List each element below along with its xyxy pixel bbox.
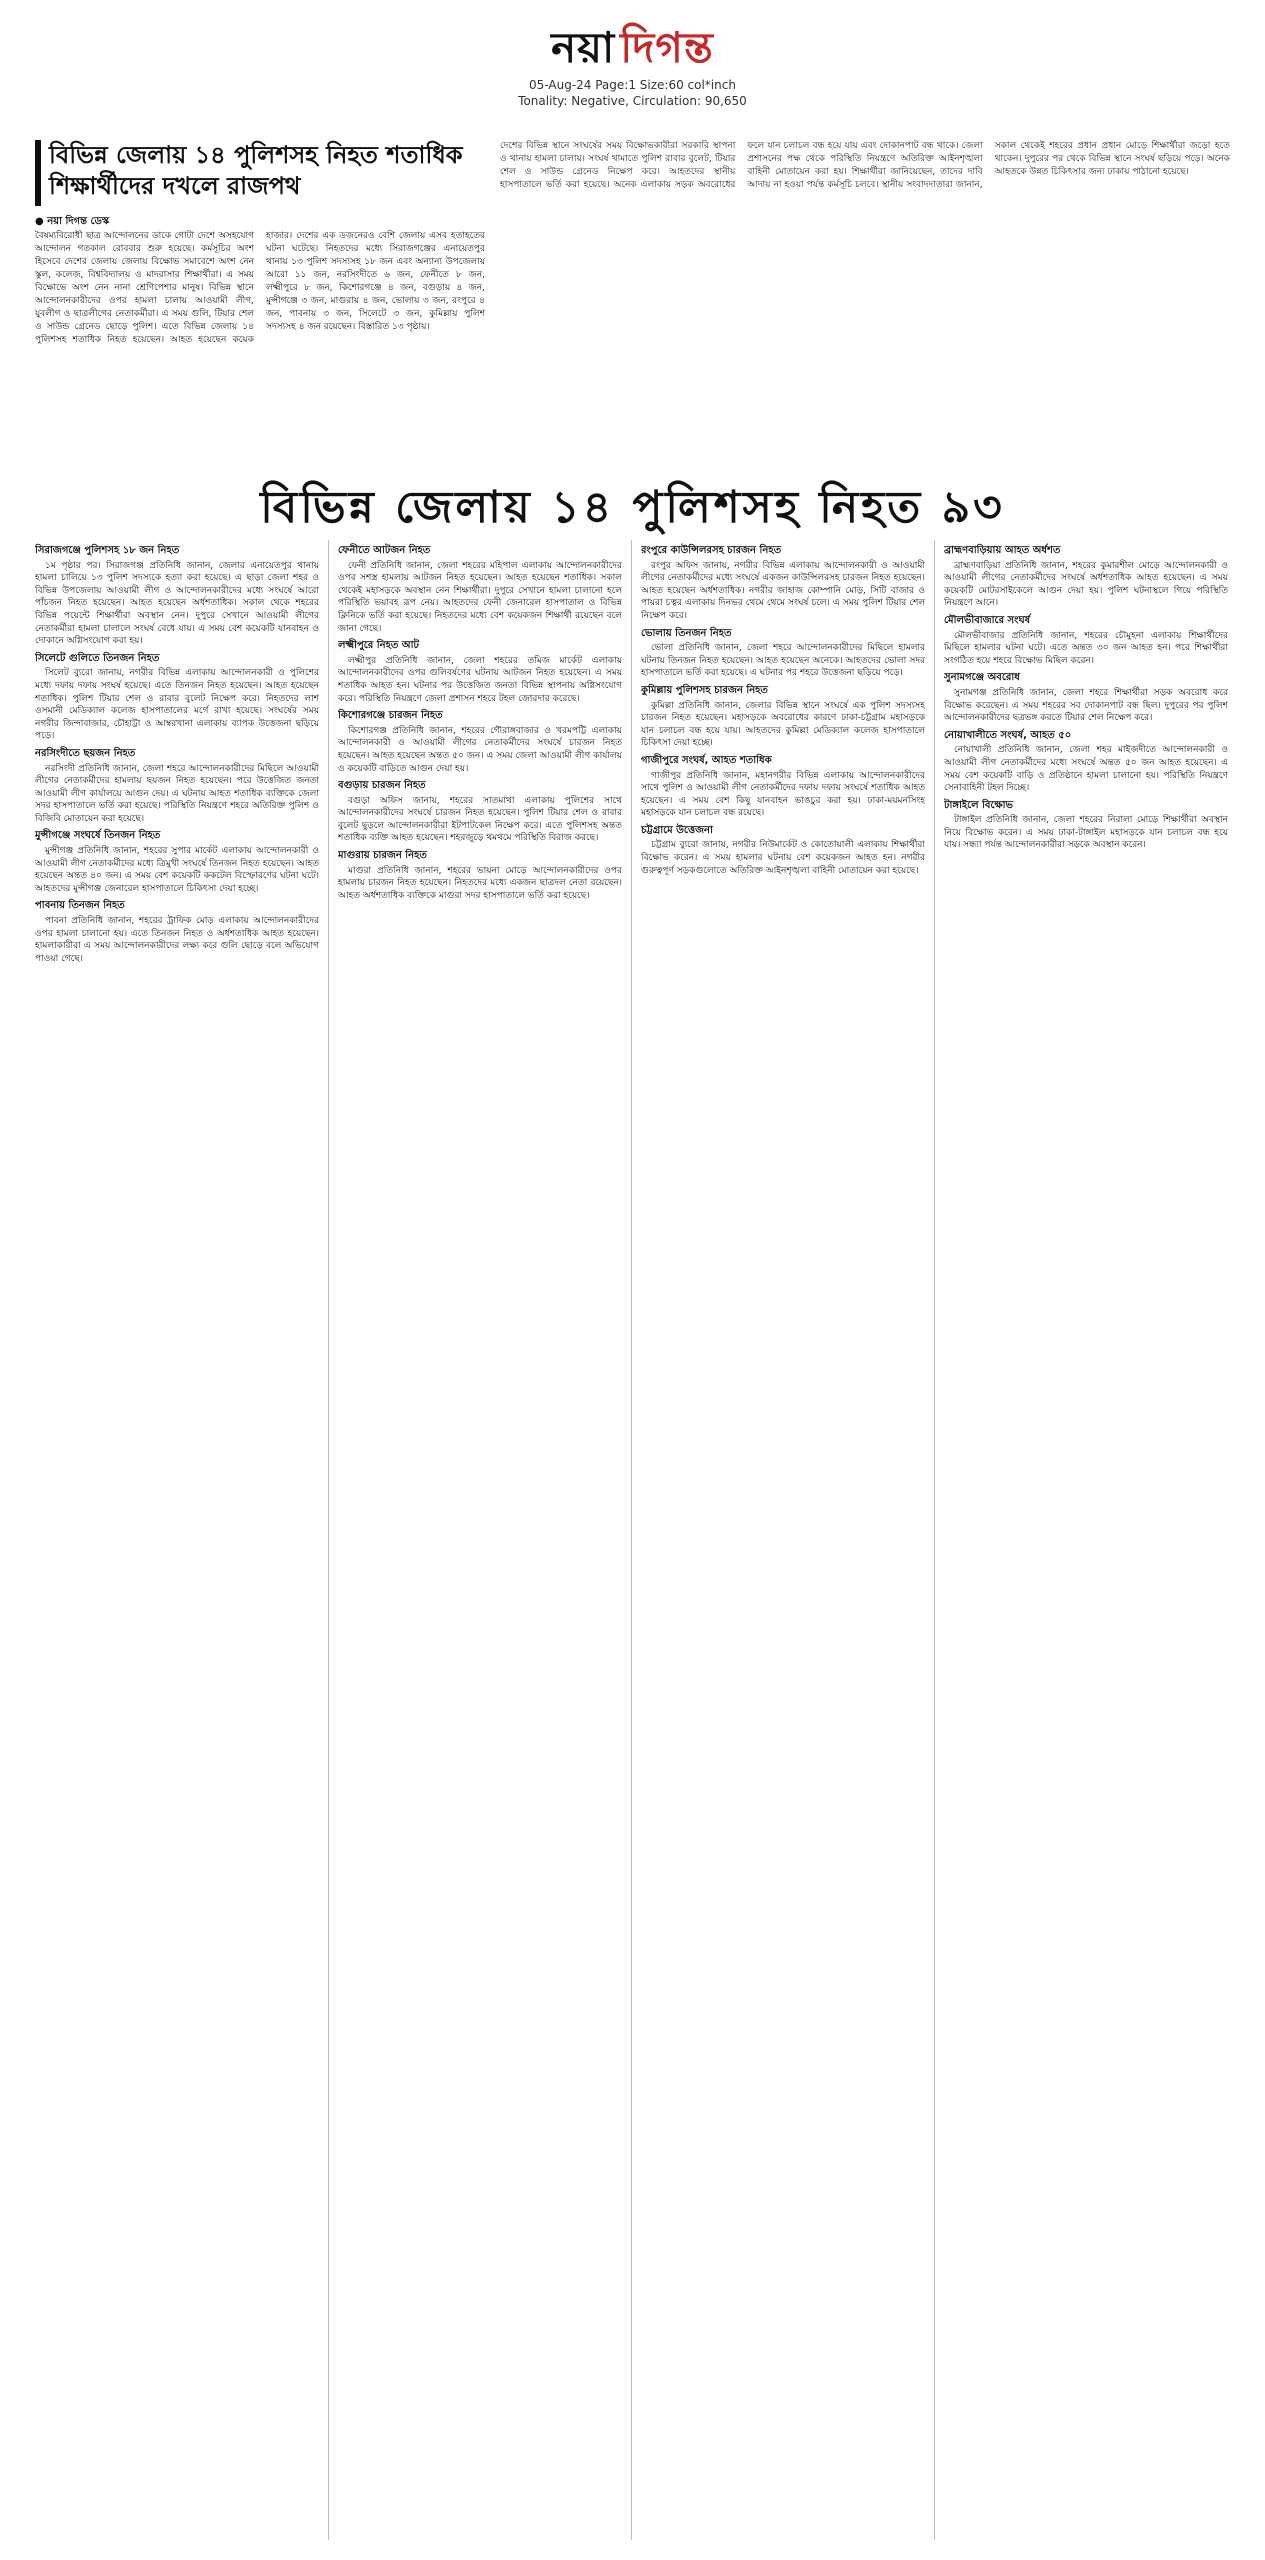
- paragraph: মৌলভীবাজার প্রতিনিধি জানান, শহরের চৌমুহনা এলাকায় শিক্ষার্থীদের মিছিলে হামলার ঘটনা ঘটে। এতে অন্তত ৩০ জন আহত হন। পরে শিক্ষার্থীরা সংগঠিত হয়ে শহরে বিক্ষোভ মিছিল করেন।: [944, 630, 1228, 666]
- column-divider: [934, 540, 935, 2540]
- article-column-2: [338, 540, 622, 2540]
- subheading: ভোলায় তিনজন নিহত: [641, 627, 732, 639]
- subheading: চট্টগ্রামে উত্তেজনা: [641, 824, 713, 836]
- paragraph: গাজীপুর প্রতিনিধি জানান, মহানগরীর বিভিন্ন এলাকায় আন্দোলনকারীদের সাথে পুলিশ ও আওয়ামী লীগ নেতাকর্মীদের দফায় দফায় সংঘর্ষে শতাধিক আহত হয়েছেন। এ সময় বেশ কিছু যানবাহন ভাঙচুর করা হয়। ঢাকা-ময়মনসিংহ মহাসড়কে যান চলাচল বন্ধ রয়েছে।: [641, 770, 925, 819]
- paragraph: মুন্সীগঞ্জ প্রতিনিধি জানান, শহরের সুপার মার্কেট এলাকায় আন্দোলনকারী ও আওয়ামী লীগ নেতাকর্মীদের মধ্যে ত্রিমুখী সংঘর্ষে তিনজন নিহত হয়েছেন। আহত হয়েছেন অন্তত ৪০ জন। এ সময় বেশ কয়েকটি ককটেল বিস্ফোরণের ঘটনা ঘটে। আহতদের মুন্সীগঞ্জ জেনারেল হাসপাতালে চিকিৎসা দেয়া হচ্ছে।: [35, 846, 319, 894]
- paragraph: নরসিংদী প্রতিনিধি জানান, জেলা শহরে আন্দোলনকারীদের মিছিলে আওয়ামী লীগের নেতাকর্মীদের হামলায় ছয়জন নিহত হয়েছেন। পরে উত্তেজিত জনতা আওয়ামী লীগ কার্যালয়ে আগুন দেয়। এ ঘটনায় আহত শতাধিক ব্যক্তিকে জেলা সদর হাসপাতালে ভর্তি করা হয়েছে। পরিস্থিতি নিয়ন্ত্রণে শহরে অতিরিক্ত পুলিশ ও বিজিবি মোতায়েন করা হয়েছে।: [35, 763, 319, 824]
- article-column-1: [35, 540, 319, 2540]
- paragraph: টাঙ্গাইল প্রতিনিধি জানান, জেলা শহরের নিরালা মোড়ে শিক্ষার্থীরা অবস্থান নিয়ে বিক্ষোভ করেন। এ সময় ঢাকা-টাঙ্গাইল মহাসড়কে যান চলাচল বন্ধ হয়ে যায়। সন্ধ্যা পর্যন্ত আন্দোলনকারীরা সড়কে অবস্থান করেন।: [944, 815, 1228, 851]
- subheading: টাঙ্গাইলে বিক্ষোভ: [944, 799, 1013, 811]
- subheading: পাবনায় তিনজন নিহত: [35, 900, 125, 912]
- paragraph: লক্ষ্মীপুর প্রতিনিধি জানান, জেলা শহরের তমিজ মার্কেট এলাকায় আন্দোলনকারীদের ওপর গুলিবর্ষণের ঘটনায় আটজন নিহত হয়েছেন। এ সময় শতাধিক আহত হন। ঘটনার পর উত্তেজিত জনতা বিভিন্ন স্থাপনায় অগ্নিসংযোগ করে। পরিস্থিতি নিয়ন্ত্রণে জেলা প্রশাসন শহরে টহল জোরদার করেছে।: [338, 655, 622, 704]
- front-article-body: বৈষম্যবিরোধী ছাত্র আন্দোলনের ডাকে গোটা দেশে অসহযোগ আন্দোলন গতকাল রোববার শুরু হয়েছে। কর্মসূচির অংশ হিসেবে দেশের জেলায় জেলায় বিক্ষোভ সমাবেশে অংশ নেন স্কুল, কলেজ, বিশ্ববিদ্যালয় ও মাদরাসার শিক্ষার্থীরা। এ সময় বিক্ষোভে অংশ নেন নানা শ্রেণিপেশার মানুষ। বিভিন্ন স্থানে আন্দোলনকারীদের ওপর হামলা চালায় আওয়ামী লীগ, যুবলীগ ও ছাত্রলীগের নেতাকর্মীরা। এ সময় গুলি, টিয়ার শেল ও সাউন্ড গ্রেনেড ছোড়ে পুলিশ। এতে বিভিন্ন জেলায় ১৪ পুলিশসহ শতাধিক নিহত হয়েছেন। আহত হয়েছেন কয়েক হাজার। দেশের এক ডজনেরও বেশি জেলায় এসব হতাহতের ঘটনা ঘটেছে। নিহতদের মধ্যে সিরাজগঞ্জের এনায়েতপুর থানায় ১৩ পুলিশ সদস্যসহ ১৮ জন এবং অন্যান্য উপজেলায় আরো ১১ জন, নরসিংদীতে ৬ জন, ফেনীতে ৮ জন, লক্ষ্মীপুরে ৮ জন, কিশোরগঞ্জে ৪ জন, বগুড়ায় ৪ জন, মুন্সীগঞ্জে ৩ জন, মাগুরায় ৪ জন, ভোলায় ৩ জন, রংপুরে ৪ জন, পাবনায় ৩ জন, সিলেটে ৩ জন, কুমিল্লায় পুলিশ সদস্যসহ ৪ জন রয়েছেন। বিস্তারিত ১৩ পৃষ্ঠায়।: [35, 231, 485, 345]
- paragraph: নোয়াখালী প্রতিনিধি জানান, জেলা শহর মাইজদীতে আন্দোলনকারী ও আওয়ামী লীগ নেতাকর্মীদের মধ্যে সংঘর্ষে অন্তত ৫০ জন আহত হয়েছেন। এ সময় বেশ কয়েকটি বাড়ি ও প্রতিষ্ঠানে হামলা চালানো হয়। পরিস্থিতি নিয়ন্ত্রণে সেনাবাহিনী টহল দিচ্ছে।: [944, 745, 1228, 794]
- paragraph: বগুড়া অফিস জানায়, শহরের সাতমাথা এলাকায় পুলিশের সাথে আন্দোলনকারীদের সংঘর্ষে চারজন নিহত হয়েছেন। পুলিশ টিয়ার শেল ও রাবার বুলেট ছুড়লে আন্দোলনকারীরা ইটপাটকেল নিক্ষেপ করে। এতে পুলিশসহ অন্তত শতাধিক ব্যক্তি আহত হয়েছেন। শহরজুড়ে থমথমে পরিস্থিতি বিরাজ করছে।: [338, 795, 622, 844]
- clipping-meta-tonality: Tonality: Negative, Circulation: 90,650: [518, 94, 747, 108]
- paragraph: পাবনা প্রতিনিধি জানান, শহরের ট্রাফিক মোড় এলাকায় আন্দোলনকারীদের ওপর হামলা চালানো হয়। এতে তিনজন নিহত ও অর্ধশতাধিক আহত হয়েছেন। হামলাকারীরা এ সময় আন্দোলনকারীদের লক্ষ্য করে গুলি ছোড়ে বলে অভিযোগ পাওয়া গেছে।: [35, 916, 319, 964]
- subheading: মাগুরায় চারজন নিহত: [338, 850, 427, 862]
- subheading: সুনামগঞ্জে অবরোধ: [944, 672, 1020, 684]
- subheading: নরসিংদীতে ছয়জন নিহত: [35, 747, 136, 759]
- front-headline: [35, 140, 485, 206]
- paragraph: মাগুরা প্রতিনিধি জানান, শহরের ভায়না মোড়ে আন্দোলনকারীদের ওপর হামলায় চারজন নিহত হয়েছেন। নিহতদের মধ্যে একজন ছাত্রদল নেতা রয়েছেন। আহত অর্ধশতাধিক ব্যক্তিকে মাগুরা সদর হাসপাতালে ভর্তি করা হয়েছে।: [338, 865, 622, 901]
- paragraph: চট্টগ্রাম ব্যুরো জানায়, নগরীর নিউমার্কেট ও কোতোয়ালী এলাকায় শিক্ষার্থীরা বিক্ষোভ করেন। এ সময় হামলার ঘটনায় বেশ কয়েকজন আহত হন। নগরীর গুরুত্বপূর্ণ সড়কগুলোতে অতিরিক্ত আইনশৃঙ্খলা বাহিনী মোতায়েন করা হয়েছে।: [641, 840, 925, 876]
- subheading: লক্ষ্মীপুরে নিহত আট: [338, 640, 419, 652]
- subheading: মুন্সীগঞ্জে সংঘর্ষে তিনজন নিহত: [35, 830, 161, 842]
- subheading: নোয়াখালীতে সংঘর্ষ, আহত ৫০: [944, 729, 1072, 741]
- inner-page-headline: বিভিন্ন জেলায় ১৪ পুলিশসহ নিহত ৯৩: [260, 482, 1005, 533]
- subheading: বগুড়ায় চারজন নিহত: [338, 780, 426, 792]
- article-column-3: [641, 540, 925, 2540]
- newspaper-logo: [505, 22, 760, 74]
- paragraph: ভোলা প্রতিনিধি জানান, জেলা শহরে আন্দোলনকারীদের মিছিলে হামলার ঘটনায় তিনজন নিহত হয়েছেন। আহত হয়েছেন অনেকে। আহতদের ভোলা সদর হাসপাতালে ভর্তি করা হয়েছে। এ ঘটনার পর শহরে উত্তেজনা ছড়িয়ে পড়ে।: [641, 643, 925, 679]
- front-headline-line2: শিক্ষার্থীদের দখলে রাজপথ: [49, 172, 301, 200]
- paragraph: রংপুর অফিস জানায়, নগরীর বিভিন্ন এলাকায় আন্দোলনকারী ও আওয়ামী লীগের নেতাকর্মীদের মধ্যে সংঘর্ষে একজন কাউন্সিলরসহ চারজন নিহত হয়েছেন। আহত হয়েছেন অর্ধশতাধিক। নগরীর জাহাজ কোম্পানি মোড়, সিটি বাজার ও পায়রা চত্বর এলাকায় দিনভর থেমে থেমে সংঘর্ষ চলে। এ সময় পুলিশ টিয়ার শেল নিক্ষেপ করে।: [641, 560, 925, 621]
- paragraph: ব্রাহ্মণবাড়িয়া প্রতিনিধি জানান, শহরের কুমারশীল মোড়ে আন্দোলনকারী ও আওয়ামী লীগের নেতাকর্মীদের সংঘর্ষে অর্ধশতাধিক আহত হয়েছেন। এ সময় কয়েকটি মোটরসাইকেলে আগুন দেয়া হয়। পুলিশ ঘটনাস্থলে গিয়ে পরিস্থিতি নিয়ন্ত্রণে আনে।: [944, 560, 1228, 609]
- paragraph: সুনামগঞ্জ প্রতিনিধি জানান, জেলা শহরে শিক্ষার্থীরা সড়ক অবরোধ করে বিক্ষোভ করেছেন। এ সময় শহরের সব দোকানপাট বন্ধ ছিল। দুপুরের পর পুলিশ আন্দোলনকারীদের ছত্রভঙ্গ করতে টিয়ার শেল নিক্ষেপ করে।: [944, 687, 1228, 724]
- article-column-4: [944, 540, 1228, 2540]
- subheading: কিশোরগঞ্জে চারজন নিহত: [338, 710, 443, 722]
- logo-text-part1: নয়া: [551, 23, 616, 72]
- paragraph: ফেনী প্রতিনিধি জানান, জেলা শহরের মহিপাল এলাকায় আন্দোলনকারীদের ওপর সশস্ত্র হামলায় আটজন নিহত হয়েছেন। আহত হয়েছেন শতাধিক। সকাল থেকেই মহাসড়কে অবস্থান নেন শিক্ষার্থীরা। দুপুরে সেখানে হামলা চালানো হলে পরিস্থিতি ভয়াবহ রূপ নেয়। আহতদের ফেনী জেনারেল হাসপাতাল ও বিভিন্ন ক্লিনিকে ভর্তি করা হয়েছে। নিহতদের মধ্যে বেশ কয়েকজন শিক্ষার্থী রয়েছেন বলে জানা গেছে।: [338, 560, 622, 634]
- subheading: কুমিল্লায় পুলিশসহ চারজন নিহত: [641, 684, 768, 696]
- front-headline-line1: বিভিন্ন জেলায় ১৪ পুলিশসহ নিহত শতাধিক: [49, 141, 463, 169]
- masthead: [0, 0, 1265, 110]
- subheading: গাজীপুরে সংঘর্ষ, আহত শতাধিক: [641, 754, 772, 766]
- paragraph: কুমিল্লা প্রতিনিধি জানান, জেলার বিভিন্ন স্থানে সংঘর্ষে এক পুলিশ সদস্যসহ চারজন নিহত হয়েছেন। মহাসড়কে অবরোধের কারণে ঢাকা-চট্টগ্রাম মহাসড়কে যান চলাচল বন্ধ হয়ে যায়। আহতদের কুমিল্লা মেডিক্যাল কলেজ হাসপাতালে চিকিৎসা দেয়া হচ্ছে।: [641, 700, 925, 749]
- subheading: সিরাজগঞ্জে পুলিশসহ ১৮ জন নিহত: [35, 545, 180, 556]
- inner-article: [35, 540, 1230, 2540]
- subheading: ফেনীতে আটজন নিহত: [338, 545, 431, 556]
- subheading: রংপুরে কাউন্সিলরসহ চারজন নিহত: [641, 545, 782, 556]
- front-page-clipping: [35, 140, 485, 480]
- byline: ● নয়া দিগন্ত ডেস্ক: [35, 216, 110, 227]
- column-divider: [631, 540, 632, 2540]
- front-article-continuation: দেশের বিভিন্ন স্থানে সংঘর্ষের সময় বিক্ষোভকারীরা সরকারি স্থাপনা ও থানায় হামলা চালায়। সংঘর্ষ থামাতে পুলিশ রাবার বুলেট, টিয়ার শেল ও সাউন্ড গ্রেনেড নিক্ষেপ করে। আহতদের স্থানীয় হাসপাতালে ভর্তি করা হয়েছে। অনেক এলাকায় সড়ক অবরোধের ফলে যান চলাচল বন্ধ হয়ে যায় এবং দোকানপাট বন্ধ থাকে। জেলা প্রশাসনের পক্ষ থেকে পরিস্থিতি নিয়ন্ত্রণে অতিরিক্ত আইনশৃঙ্খলা বাহিনী মোতায়েন করা হয়। শিক্ষার্থীরা জানিয়েছেন, তাদের দাবি আদায় না হওয়া পর্যন্ত কর্মসূচি চলবে। স্থানীয় সংবাদদাতারা জানান, সকাল থেকেই শহরের প্রধান প্রধান মোড়ে শিক্ষার্থীরা জড়ো হতে থাকেন। দুপুরের পর থেকে বিভিন্ন স্থানে সংঘর্ষ ছড়িয়ে পড়ে। অনেক আহতকে উন্নত চিকিৎসার জন্য ঢাকায় পাঠানো হয়েছে।: [500, 141, 1230, 190]
- column-divider: [328, 540, 329, 2540]
- subheading: ব্রাহ্মণবাড়িয়ায় আহত অর্ধশত: [944, 545, 1061, 556]
- paragraph: কিশোরগঞ্জ প্রতিনিধি জানান, শহরের গৌরাঙ্গবাজার ও খরমপট্টি এলাকায় আন্দোলনকারী ও আওয়ামী লীগের নেতাকর্মীদের সংঘর্ষে চারজন নিহত হয়েছেন। আহত হয়েছেন অন্তত ৫০ জন। এ সময় জেলা আওয়ামী লীগ কার্যালয় ও কয়েকটি বাড়িতে আগুন দেয়া হয়।: [338, 725, 622, 774]
- paragraph: ১ম পৃষ্ঠার পর। সিরাজগঞ্জ প্রতিনিধি জানান, জেলার এনায়েতপুর থানায় হামলা চালিয়ে ১৩ পুলিশ সদস্যকে হত্যা করা হয়েছে। এ ছাড়া জেলা শহর ও বিভিন্ন উপজেলায় আওয়ামী লীগ ও আন্দোলনকারীদের মধ্যে সংঘর্ষে আরো পাঁচজন নিহত হয়েছেন। আহত হয়েছেন অর্ধশতাধিক। সকাল থেকে শহরের বিভিন্ন পয়েন্টে শিক্ষার্থীরা অবস্থান নেন। দুপুরে সেখানে আওয়ামী লীগের নেতাকর্মীরা হামলা চালালে সংঘর্ষ বেধে যায়। এ সময় বেশ কয়েকটি যানবাহন ও দোকানে অগ্নিসংযোগ করা হয়।: [35, 560, 319, 647]
- paragraph: সিলেট ব্যুরো জানায়, নগরীর বিভিন্ন এলাকায় আন্দোলনকারী ও পুলিশের মধ্যে দফায় দফায় সংঘর্ষ হয়েছে। এতে তিনজন নিহত হয়েছেন। আহত হয়েছেন শতাধিক। পুলিশ টিয়ার শেল ও রাবার বুলেট নিক্ষেপ করে। নিহতদের লাশ ওসমানী মেডিক্যাল কলেজ হাসপাতালের মর্গে রাখা হয়েছে। সংঘর্ষের সময় নগরীর জিন্দাবাজার, চৌহাট্টা ও আম্বরখানা এলাকায় ব্যাপক উত্তেজনা ছড়িয়ে পড়ে।: [35, 668, 319, 742]
- subheading: মৌলভীবাজারে সংঘর্ষ: [944, 614, 1031, 626]
- clipping-meta-size: 05-Aug-24 Page:1 Size:60 col*inch: [529, 78, 736, 92]
- subheading: সিলেটে গুলিতে তিনজন নিহত: [35, 652, 160, 664]
- logo-text-part2: দিগন্ত: [620, 23, 714, 72]
